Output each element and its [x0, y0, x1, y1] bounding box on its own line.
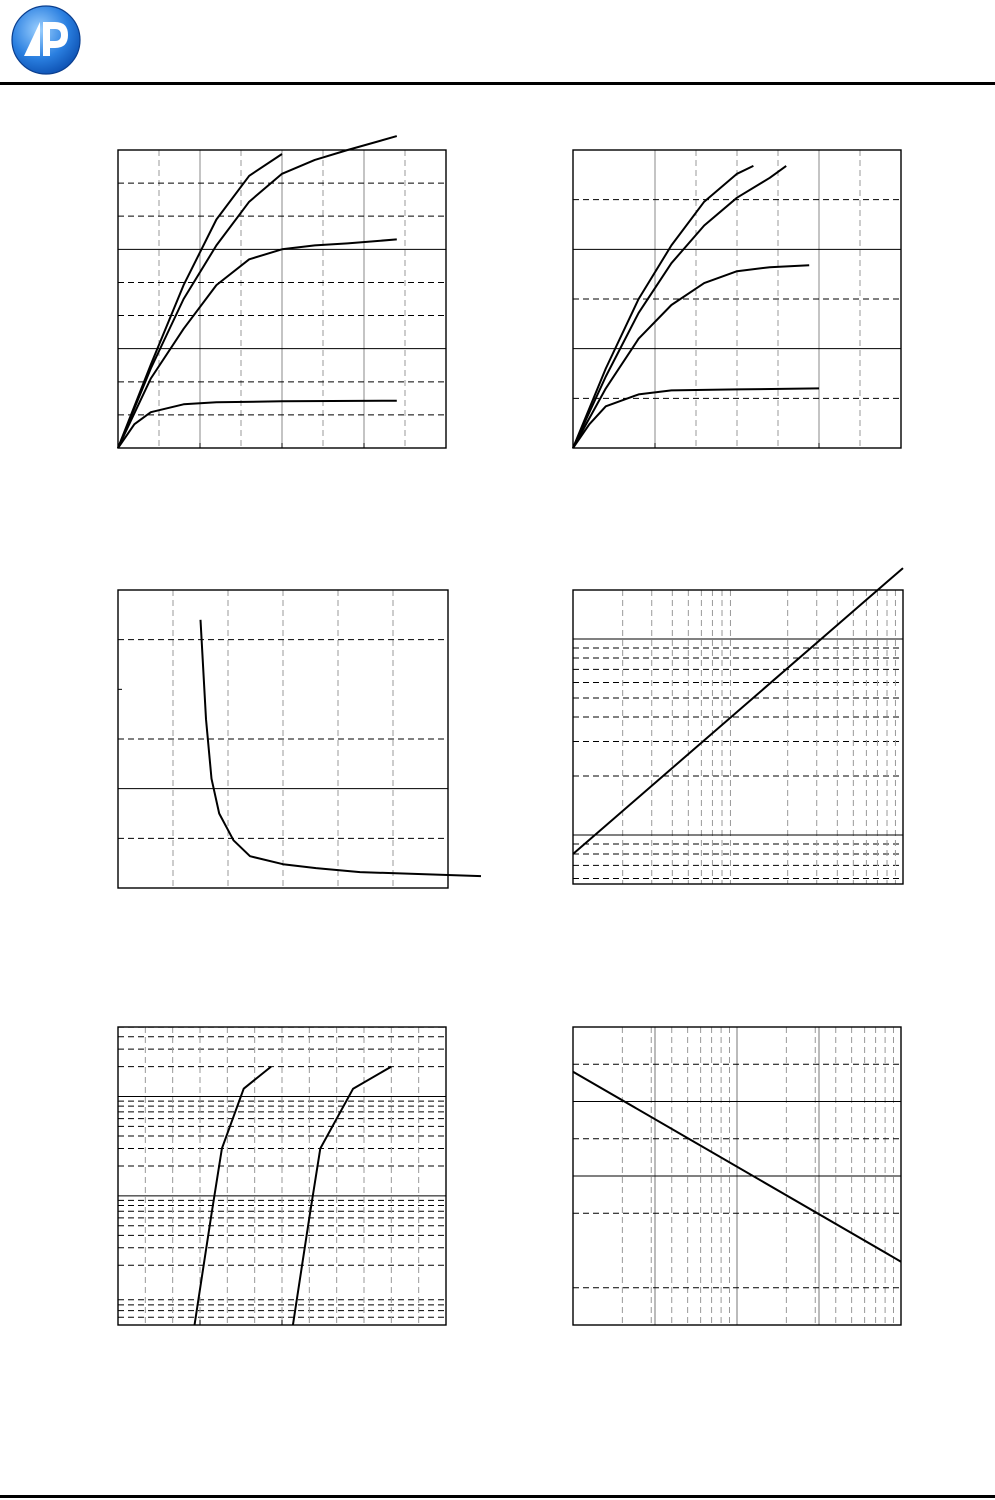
series-line-1 — [573, 166, 753, 448]
chart-panel-2 — [573, 150, 901, 448]
company-logo-icon — [10, 4, 82, 76]
chart-panel-3 — [118, 590, 448, 888]
series-line-1 — [201, 620, 482, 876]
series-line-4 — [573, 388, 819, 448]
footer-rule — [0, 1495, 995, 1498]
series-line-4 — [118, 401, 397, 448]
series-line-2 — [573, 166, 786, 448]
chart-panel-6 — [573, 1027, 901, 1325]
header-rule — [0, 82, 995, 85]
series-line-3 — [573, 265, 809, 448]
chart-panel-4 — [573, 590, 903, 884]
chart-panel-5 — [118, 1027, 446, 1325]
chart-panel-1 — [118, 150, 446, 448]
